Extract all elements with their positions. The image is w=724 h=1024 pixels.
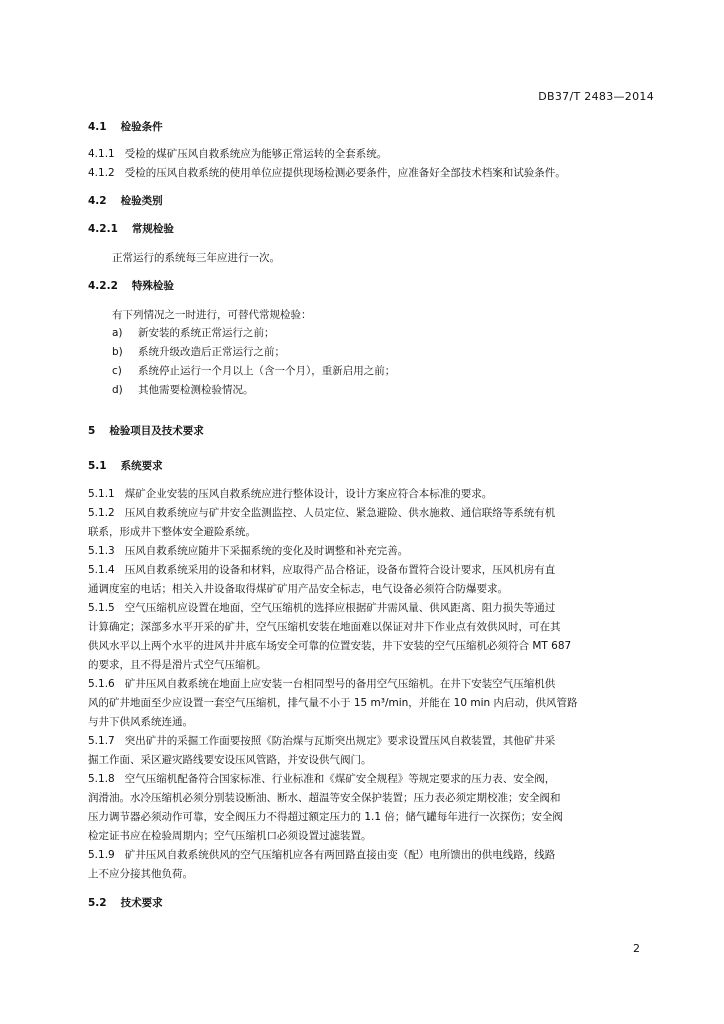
list-item: c) 系统停止运行一个月以上（含一个月），重新启用之前；	[112, 365, 396, 377]
list-item: b) 系统升级改造后正常运行之前；	[112, 346, 285, 358]
paragraph-line: 5.1.4 压风自救系统采用的设备和材料，应取得产品合格证，设备布置符合设计要求，压风机房有直	[88, 564, 556, 576]
paragraph-line: 供风水平以上两个水平的进风井井底车场安全可靠的位置安装，井下安装的空气压缩机必须符合 MT 687	[88, 640, 572, 652]
subsection-heading: 4.2.1 常规检验	[88, 223, 174, 235]
paragraph-line: 与井下供风系统连通。	[88, 716, 193, 728]
paragraph-line: 正常运行的系统每三年应进行一次。	[112, 252, 280, 264]
paragraph-line: 掘工作面、采区避灾路线要安设压风管路，并安设供气阀门。	[88, 754, 372, 766]
chapter-heading: 5 检验项目及技术要求	[88, 425, 204, 437]
paragraph-line: 的要求，且不得是滑片式空气压缩机。	[88, 659, 267, 671]
paragraph-line: 5.1.5 空气压缩机应设置在地面，空气压缩机的选择应根据矿井需风量、供风距离、阻力损失等通过	[88, 602, 556, 614]
subsection-heading: 4.2.2 特殊检验	[88, 280, 174, 292]
paragraph-line: 5.1.7 突出矿井的采掘工作面要按照《防治煤与瓦斯突出规定》要求设置压风自救装置，其他矿井采	[88, 735, 556, 747]
paragraph-line: 5.1.1 煤矿企业安装的压风自救系统应进行整体设计，设计方案应符合本标准的要求。	[88, 488, 493, 500]
paragraph-line: 5.1.9 矿井压风自救系统供风的空气压缩机应各有两回路直接由变（配）电所馈出的供电线路，线路	[88, 849, 556, 861]
paragraph-line: 4.1.1 受检的煤矿压风自救系统应为能够正常运转的全套系统。	[88, 148, 388, 160]
paragraph-line: 计算确定；深部多水平开采的矿井，空气压缩机安装在地面难以保证对井下作业点有效供风时，可在其	[88, 621, 561, 633]
section-heading: 5.1 系统要求	[88, 460, 163, 472]
paragraph-line: 润滑油。水冷压缩机必须分别装设断油、断水、超温等安全保护装置；压力表必须定期校准；安全阀和	[88, 792, 561, 804]
paragraph-line: 5.1.8 空气压缩机配备符合国家标准、行业标准和《煤矿安全规程》等规定要求的压力表、安全阀，	[88, 773, 556, 785]
paragraph-line: 5.1.2 压风自救系统应与矿井安全监测监控、人员定位、紧急避险、供水施救、通信联络等系统有机	[88, 507, 556, 519]
paragraph-line: 5.1.6 矿井压风自救系统在地面上应安装一台相同型号的备用空气压缩机。在井下安装空气压缩机供	[88, 678, 556, 690]
document-code: DB37/T 2483—2014	[538, 90, 654, 103]
list-item: d) 其他需要检测检验情况。	[112, 384, 254, 396]
paragraph-line: 上不应分接其他负荷。	[88, 868, 193, 880]
paragraph-line: 5.1.3 压风自救系统应随井下采掘系统的变化及时调整和补充完善。	[88, 545, 409, 557]
paragraph-line: 压力调节器必须动作可靠，安全阀压力不得超过额定压力的 1.1 倍；储气罐每年进行一次探伤；安全阀	[88, 811, 563, 823]
paragraph-line: 4.1.2 受检的压风自救系统的使用单位应提供现场检测必要条件，应准备好全部技术档案和试验条件。	[88, 167, 566, 179]
paragraph-line: 有下列情况之一时进行，可替代常规检验：	[112, 309, 312, 321]
paragraph-line: 检定证书应在检验周期内；空气压缩机口必须设置过滤装置。	[88, 830, 372, 842]
paragraph-line: 通调度室的电话；相关入井设备取得煤矿矿用产品安全标志，电气设备必须符合防爆要求。	[88, 583, 508, 595]
section-heading: 4.1 检验条件	[88, 121, 163, 133]
page-number: 2	[633, 942, 640, 955]
paragraph-line: 联系，形成井下整体安全避险系统。	[88, 526, 256, 538]
section-heading: 4.2 检验类别	[88, 195, 163, 207]
list-item: a) 新安装的系统正常运行之前；	[112, 327, 275, 339]
paragraph-line: 风的矿井地面至少应设置一套空气压缩机，排气量不小于 15 m³/min，并能在 10 min 内启动，供风管路	[88, 697, 578, 709]
section-heading: 5.2 技术要求	[88, 897, 163, 909]
